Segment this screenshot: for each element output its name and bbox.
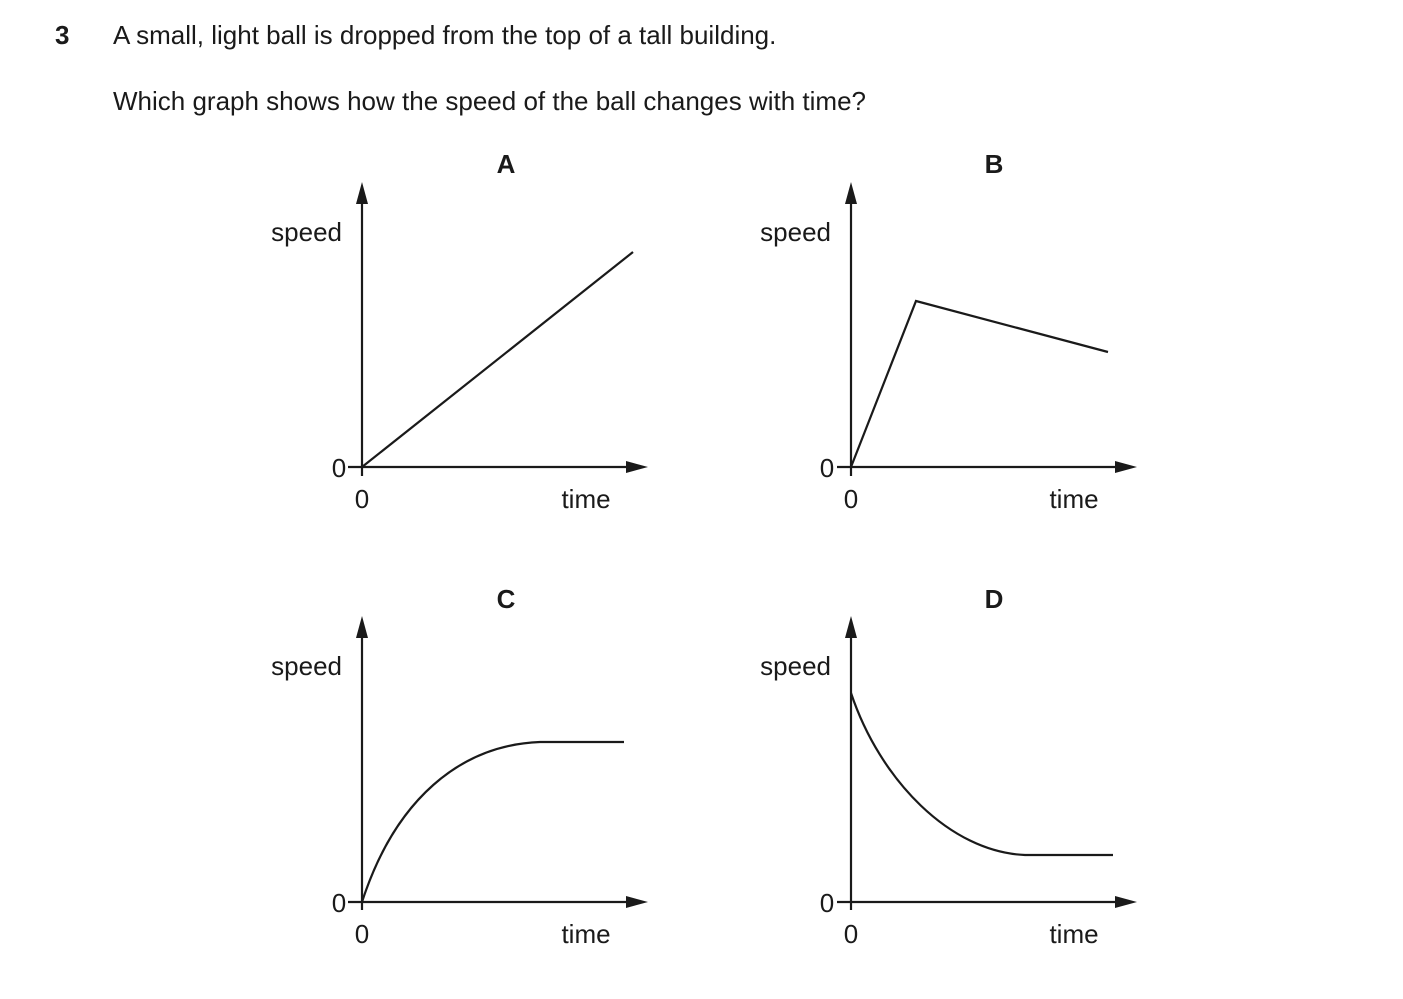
graph-a-curve (362, 252, 633, 467)
graph-b-x-origin: 0 (843, 484, 859, 514)
graph-b-y-axis-label: speed (760, 217, 831, 247)
graph-b-curve (851, 301, 1108, 467)
graph-d-x-origin: 0 (843, 919, 859, 949)
question-stem: A small, light ball is dropped from the top of a tall building. (113, 20, 777, 50)
graph-c-y-axis-label: speed (271, 651, 342, 681)
graph-c (271, 584, 648, 949)
graph-b (760, 149, 1137, 514)
graph-a-letter: A (496, 149, 516, 179)
graph-d (760, 584, 1137, 949)
graph-d-x-axis-label: time (1049, 919, 1099, 949)
graph-c-letter: C (496, 584, 516, 614)
graph-a-x-axis-label: time (561, 484, 611, 514)
graph-b-x-axis-label: time (1049, 484, 1099, 514)
graph-c-curve (362, 742, 624, 902)
graph-b-y-origin: 0 (819, 453, 835, 483)
graph-c-y-arrow (356, 616, 368, 638)
graph-a-y-axis-label: speed (271, 217, 342, 247)
graph-d-letter: D (984, 584, 1004, 614)
graph-a-y-origin: 0 (331, 453, 347, 483)
graph-b-y-arrow (845, 182, 857, 204)
graph-d-x-arrow (1115, 896, 1137, 908)
graph-d-y-arrow (845, 616, 857, 638)
graph-a-x-arrow (626, 461, 648, 473)
graph-b-x-arrow (1115, 461, 1137, 473)
question-number: 3 (55, 20, 70, 50)
graph-d-y-axis-label: speed (760, 651, 831, 681)
graph-c-x-axis-label: time (561, 919, 611, 949)
graph-a-y-arrow (356, 182, 368, 204)
graph-c-x-arrow (626, 896, 648, 908)
question-prompt: Which graph shows how the speed of the ball changes with time? (113, 86, 866, 116)
graph-d-y-origin: 0 (819, 888, 835, 918)
graph-d-curve (851, 693, 1113, 855)
graph-a-x-origin: 0 (354, 484, 370, 514)
graph-a (271, 149, 648, 514)
graph-c-x-origin: 0 (354, 919, 370, 949)
graph-c-y-origin: 0 (331, 888, 347, 918)
graph-b-letter: B (984, 149, 1004, 179)
